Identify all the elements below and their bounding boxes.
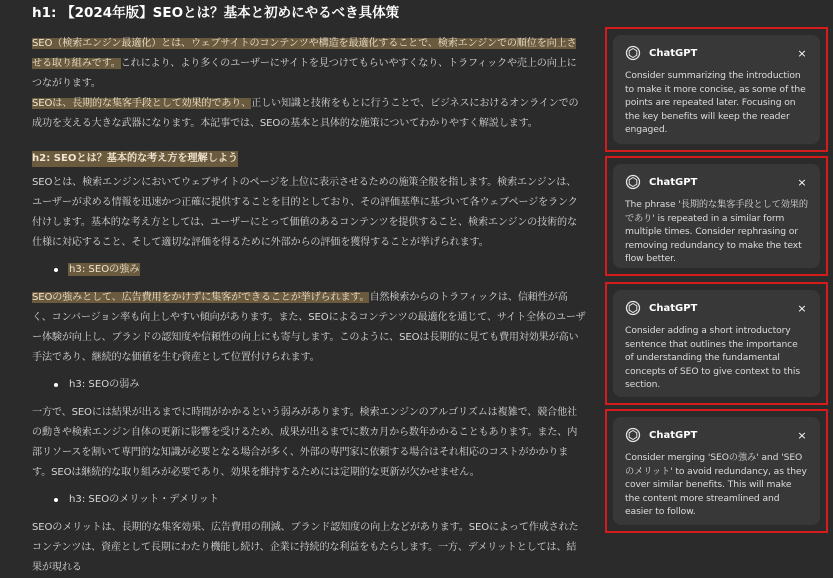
suggestion-card[interactable] [613, 164, 820, 268]
intro-paragraph [32, 34, 586, 134]
suggestion-card-frame [605, 282, 828, 405]
highlighted-text[interactable]: SEOの強みとして、広告費用をかけずに集客ができることが挙げられます。 [32, 292, 370, 303]
card-header [625, 298, 808, 318]
close-icon[interactable]: × [797, 46, 807, 60]
page-title: h1: 【2024年版】SEOとは？基本と初めにやるべき具体策 [32, 5, 400, 21]
suggestion-card-frame [605, 27, 828, 152]
highlighted-text[interactable]: SEO（検索エンジン最適化）とは、ウェブサイトのコンテンツや構造を最適化することで、検索エンジンでの順位を向上させる取り組みです。 [32, 38, 577, 69]
card-header [625, 43, 808, 63]
suggestions-sidebar [605, 0, 833, 533]
chatgpt-logo-icon [625, 174, 641, 190]
suggestion-card-frame [605, 409, 828, 533]
chatgpt-logo-icon [625, 300, 641, 316]
paragraph-text: 正しい知識と技術をもとに行うことで、ビジネスにおけるオンラインでの成功を支える大きな武器になります。本記事では、SEOの基本と具体的な施策についてわかりやすく解説します。 [32, 98, 579, 129]
suggestion-card[interactable] [613, 290, 820, 397]
bullet-label: h3: SEOの弱み [69, 379, 140, 390]
paragraph: SEOのメリットは、長期的な集客効果、広告費用の削減、ブランド認知度の向上などがあります。SEOによって作成されたコンテンツは、資産として長期にわたり機能し続け、企業に持続的な利益をもたらします。一方、デメリットとしては、結果が現れる [32, 522, 579, 573]
paragraph: SEOとは、検索エンジンにおいてウェブサイトのページを上位に表示させるための施策全般を指します。検索エンジンは、ユーザーが求める情報を迅速かつ正確に提供することを目的としており、その評価基準に基づいて各ウェブページをランク付けします。基本的な考え方としては、ユーザーにとって価値のあるコンテンツを提供すること、検索エンジンの技術的な仕様に対応すること、そして適切な評価を得るために外部からの評価を獲得することが挙げられます。 [32, 177, 578, 248]
suggestion-card[interactable] [613, 417, 820, 525]
chatgpt-logo-icon [625, 45, 641, 61]
chatgpt-logo-icon [625, 427, 641, 443]
card-title: ChatGPT [649, 47, 698, 59]
section-heading[interactable]: h2: SEOとは？基本的な考え方を理解しよう [32, 151, 238, 167]
close-icon[interactable]: × [797, 301, 807, 315]
card-title: ChatGPT [649, 176, 698, 188]
close-icon[interactable]: × [797, 175, 807, 189]
bullet-label: h3: SEOのメリット・デメリット [69, 494, 219, 505]
list-item [54, 377, 586, 393]
suggestion-text: Consider merging 'SEOの強み' and 'SEOのメリット' to avoid redundancy, as they cover similar benefits. This will make the content more streamlined and easier to follow. [625, 452, 807, 518]
bullet-label[interactable]: h3: SEOの強み [69, 264, 140, 275]
suggestion-text: The phrase '長期的な集客手段として効果的であり' is repeated in a similar form multiple times. Consider rephrasing or removing redundancy to make the text flow better. [625, 199, 808, 265]
suggestion-text: Consider adding a short introductory sentence that outlines the importance of understanding the fundamental concepts of SEO to give context to this section. [625, 325, 801, 391]
card-header [625, 172, 808, 192]
highlighted-text[interactable]: SEOは、長期的な集客手段として効果的であり、 [32, 98, 252, 109]
suggestion-card[interactable] [613, 35, 820, 144]
close-icon[interactable]: × [797, 428, 807, 442]
card-title: ChatGPT [649, 302, 698, 314]
paragraph: 一方で、SEOには結果が出るまでに時間がかかるという弱みがあります。検索エンジンのアルゴリズムは複雑で、競合他社の動きや検索エンジン自体の更新に影響を受けるため、成果が出るまでに数カ月から数年かかることもあります。また、内部リソースを割いて専門的な知識が必要となる場合が多く、外部の専門家に依頼する場合はそれ相応のコストがかかります。SEOは継続的な取り組みが必要であり、効果を維持するためには定期的な更新が欠かせません。 [32, 407, 578, 478]
suggestion-text: Consider summarizing the introduction to make it more concise, as some of the points are repeated later. Focusing on the key benefits will keep the reader engaged. [625, 70, 806, 136]
card-header [625, 425, 808, 445]
list-item [54, 262, 586, 278]
paragraph [32, 288, 586, 368]
paragraph-text: これにより、より多くのユーザーにサイトを見つけてもらいやすくなり、トラフィックや売上の向上につながります。 [32, 58, 577, 89]
card-title: ChatGPT [649, 429, 698, 441]
list-item [54, 492, 586, 508]
suggestion-card-frame [605, 156, 828, 276]
paragraph-text: 自然検索からのトラフィックは、信頼性が高く、コンバージョン率も向上しやすい傾向があります。また、SEOによるコンテンツの最適化を通じて、サイト全体のユーザー体験が向上し、ブランドの認知度や信頼性の向上にも寄与します。このように、SEOは長期的に見ても費用対効果が高い手法であり、継続的な価値を生む資産として位置付けられます。 [32, 292, 586, 363]
